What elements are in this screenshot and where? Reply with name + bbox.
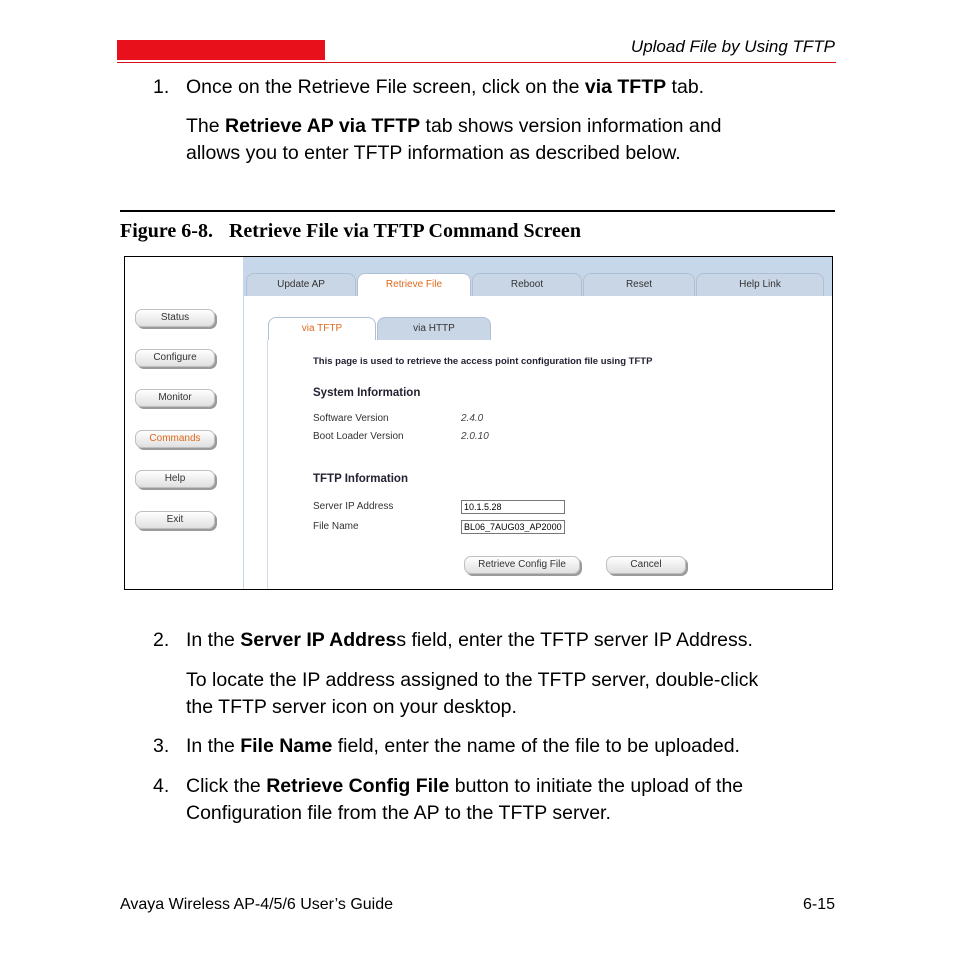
sidebar-monitor-button[interactable]: Monitor (135, 389, 215, 407)
figure-rule (120, 210, 835, 212)
step-1 (153, 74, 705, 101)
step-text: In the Server IP Address field, enter the TFTP server IP Address. (186, 629, 753, 651)
sidebar-configure-button[interactable]: Configure (135, 349, 215, 367)
running-header-title: Upload File by Using TFTP (630, 37, 835, 56)
system-info-heading: System Information (313, 387, 421, 399)
tab-update-ap[interactable]: Update AP (246, 273, 356, 296)
server-ip-label: Server IP Address (313, 501, 394, 512)
file-name-input[interactable] (461, 520, 565, 534)
step-number: 4. (153, 775, 170, 797)
step-number: 3. (153, 735, 170, 757)
tab-reboot[interactable]: Reboot (472, 273, 582, 296)
tftp-info-heading: TFTP Information (313, 473, 408, 485)
step-line: Configuration file from the AP to the TFTP server. (186, 802, 611, 824)
boot-loader-value: 2.0.10 (461, 431, 489, 442)
intro-text: This page is used to retrieve the access point configuration file using TFTP (313, 356, 653, 367)
step-3 (153, 733, 740, 760)
boot-loader-label: Boot Loader Version (313, 431, 404, 442)
sub-panel (267, 340, 832, 589)
note-line: the TFTP server icon on your desktop. (186, 696, 517, 718)
note-line: The Retrieve AP via TFTP tab shows version information and (186, 115, 722, 137)
step-number: 1. (153, 76, 170, 98)
step-4 (153, 773, 744, 824)
step-line: Click the Retrieve Config File button to initiate the upload of the (186, 775, 744, 797)
sidebar-status-button[interactable]: Status (135, 309, 215, 327)
footer-page-number: 6-15 (802, 896, 835, 913)
figure-title: Retrieve File via TFTP Command Screen (228, 220, 581, 242)
sidebar-commands-button[interactable]: Commands (135, 430, 215, 448)
file-name-label: File Name (313, 521, 359, 532)
figure-screenshot (124, 256, 833, 590)
footer-guide-title: Avaya Wireless AP-4/5/6 User’s Guide (120, 896, 394, 913)
figure-caption (120, 220, 581, 243)
cancel-button[interactable]: Cancel (606, 556, 686, 574)
header-rule (117, 62, 836, 63)
tab-retrieve-file[interactable]: Retrieve File (357, 273, 471, 296)
note-line: allows you to enter TFTP information as described below. (186, 142, 681, 164)
sidebar-help-button[interactable]: Help (135, 470, 215, 488)
step-1-note (186, 113, 721, 167)
step-number: 2. (153, 629, 170, 651)
figure-number: Figure 6-8. (120, 220, 213, 242)
sidebar-exit-button[interactable]: Exit (135, 511, 215, 529)
step-text: Once on the Retrieve File screen, click on the via TFTP tab. (186, 76, 705, 98)
header-red-bar (117, 40, 325, 60)
server-ip-input[interactable] (461, 500, 565, 514)
tab-via-http[interactable]: via HTTP (377, 317, 491, 340)
note-line: To locate the IP address assigned to the TFTP server, double-click (186, 669, 759, 691)
tab-reset[interactable]: Reset (583, 273, 695, 296)
step-text (186, 773, 743, 827)
sidebar (125, 257, 243, 589)
retrieve-config-file-button[interactable]: Retrieve Config File (464, 556, 580, 574)
step-text: In the File Name field, enter the name of the file to be uploaded. (186, 735, 740, 757)
step-2 (153, 627, 753, 654)
tab-via-tftp[interactable]: via TFTP (268, 317, 376, 340)
software-version-label: Software Version (313, 413, 389, 424)
software-version-value: 2.4.0 (461, 413, 484, 424)
tab-help-link[interactable]: Help Link (696, 273, 824, 296)
step-2-note (186, 667, 758, 721)
